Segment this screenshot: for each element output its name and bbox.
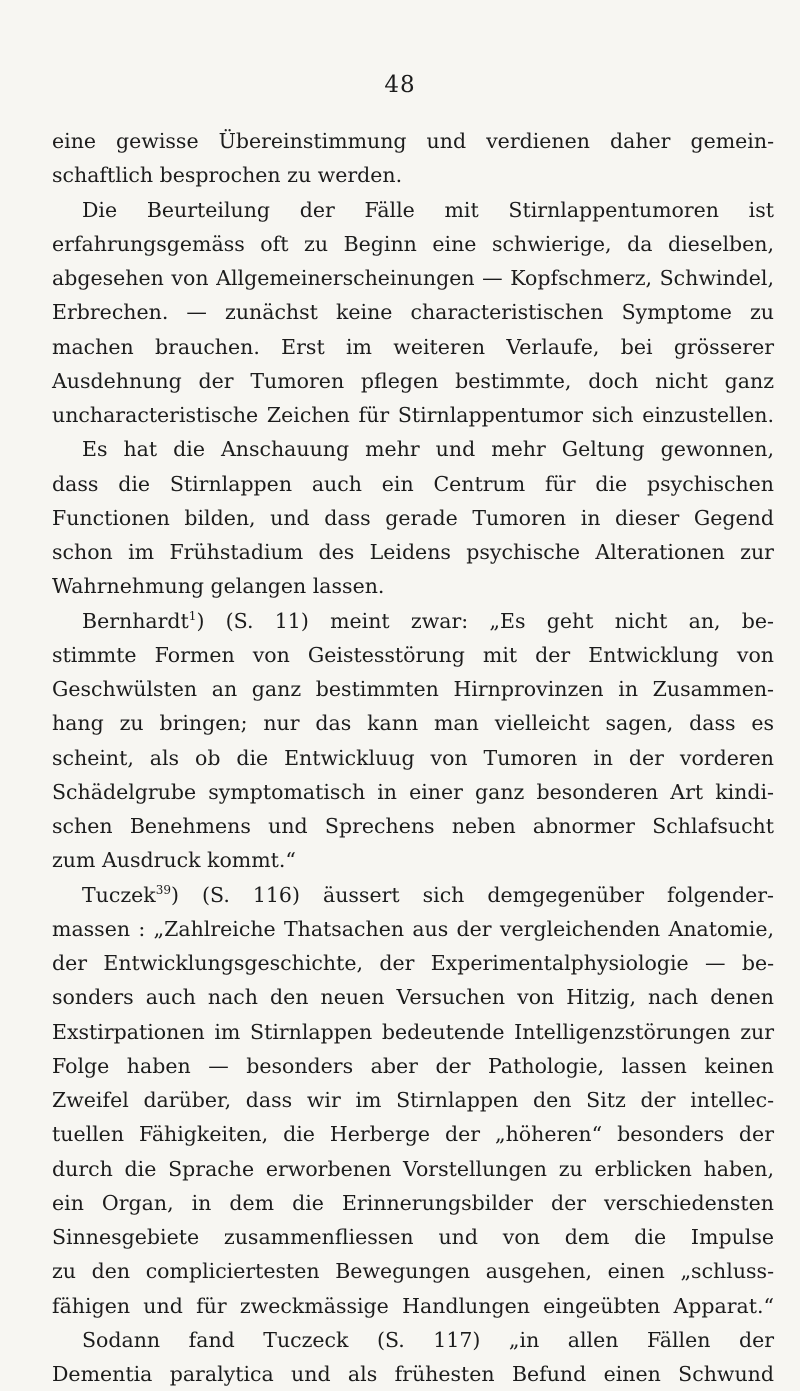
text-line: schen Benehmens und Sprechens neben abnormer Schlafsucht: [52, 814, 774, 838]
text-line: eine gewisse Übereinstimmung und verdienen daher gemein-: [52, 129, 774, 153]
text-line: schon im Frühstadium des Leidens psychische Alterationen zur: [52, 540, 774, 564]
text-line: machen brauchen. Erst im weiteren Verlaufe, bei grösserer: [52, 334, 774, 359]
text-line: ein Organ, in dem die Erinnerungsbilder der verschiedensten: [52, 1190, 774, 1215]
text-line: der Entwicklungsgeschichte, der Experimentalphysiologie — be-: [52, 951, 774, 975]
text-line: zu den compliciertesten Bewegungen ausgehen, einen „schluss-: [52, 1259, 774, 1284]
text-line: fähigen und für zweckmässige Handlungen eingeübten Apparat.“: [52, 1293, 774, 1318]
text-line: erfahrungsgemäss oft zu Beginn eine schwierige, da dieselben,: [52, 231, 774, 256]
text-line: Sodann fand Tuczeck (S. 117) „in allen Fällen der: [82, 1327, 774, 1352]
line-text: Tuczek: [82, 882, 156, 907]
text-line: Ausdehnung der Tumoren pflegen bestimmte, doch nicht ganz: [52, 368, 774, 393]
text-line: Schädelgrube symptomatisch in einer ganz besonderen Art kindi-: [52, 779, 774, 804]
text-line: tuellen Fähigkeiten, die Herberge der „höheren“ besonders der: [52, 1122, 774, 1147]
text-line: massen : „Zahlreiche Thatsachen aus der vergleichenden Anatomie,: [52, 916, 774, 941]
text-line: Geschwülsten an ganz bestimmten Hirnprovinzen in Zusammen-: [52, 677, 774, 701]
text-line: durch die Sprache erworbenen Vorstellungen zu erblicken haben,: [52, 1156, 774, 1181]
text-line: Dementia paralytica und als frühesten Befund einen Schwund: [52, 1362, 774, 1386]
text-line: hang zu bringen; nur das kann man vielleicht sagen, dass es: [52, 711, 774, 736]
body-text: [52, 124, 774, 1391]
line-text: Bernhardt: [82, 608, 189, 633]
text-line: [52, 604, 774, 638]
text-line: Erbrechen. — zunächst keine characteristischen Symptome zu: [52, 300, 774, 325]
text-line: [52, 878, 774, 912]
page-number: 48: [384, 72, 416, 98]
footnote-ref: 39: [155, 882, 171, 897]
text-line: Zweifel darüber, dass wir im Stirnlappen den Sitz der intellec-: [52, 1088, 774, 1112]
text-line: uncharacteristische Zeichen für Stirnlappentumor sich einzustellen.: [52, 403, 774, 427]
footnote-ref: 1: [188, 608, 197, 623]
text-line: Die Beurteilung der Fälle mit Stirnlappentumoren ist: [82, 197, 774, 222]
text-line: schaftlich besprochen zu werden.: [52, 163, 403, 188]
text-line: sonders auch nach den neuen Versuchen von Hitzig, nach denen: [52, 985, 774, 1010]
text-line: scheint, als ob die Entwickluug von Tumoren in der vorderen: [52, 745, 774, 770]
text-line: zum Ausdruck kommt.“: [52, 848, 296, 873]
line-text-rest: ) (S. 116) äussert sich demgegenüber folgender-: [171, 882, 774, 907]
text-line: Functionen bilden, und dass gerade Tumoren in dieser Gegend: [52, 505, 774, 530]
text-line: stimmte Formen von Geistesstörung mit der Entwicklung von: [52, 642, 774, 667]
text-line: Wahrnehmung gelangen lassen.: [52, 574, 385, 599]
text-line: abgesehen von Allgemeinerscheinungen — Kopfschmerz, Schwindel,: [52, 266, 774, 290]
line-text-rest: ) (S. 11) meint zwar: „Es geht nicht an, be-: [196, 608, 774, 633]
text-line: Es hat die Anschauung mehr und mehr Geltung gewonnen,: [82, 437, 774, 462]
text-line: Folge haben — besonders aber der Pathologie, lassen keinen: [52, 1053, 774, 1078]
text-line: Sinnesgebiete zusammenfliessen und von dem die Impulse: [52, 1225, 774, 1249]
text-line: dass die Stirnlappen auch ein Centrum für die psychischen: [52, 471, 774, 496]
text-line: Exstirpationen im Stirnlappen bedeutende Intelligenzstörungen zur: [52, 1019, 774, 1044]
